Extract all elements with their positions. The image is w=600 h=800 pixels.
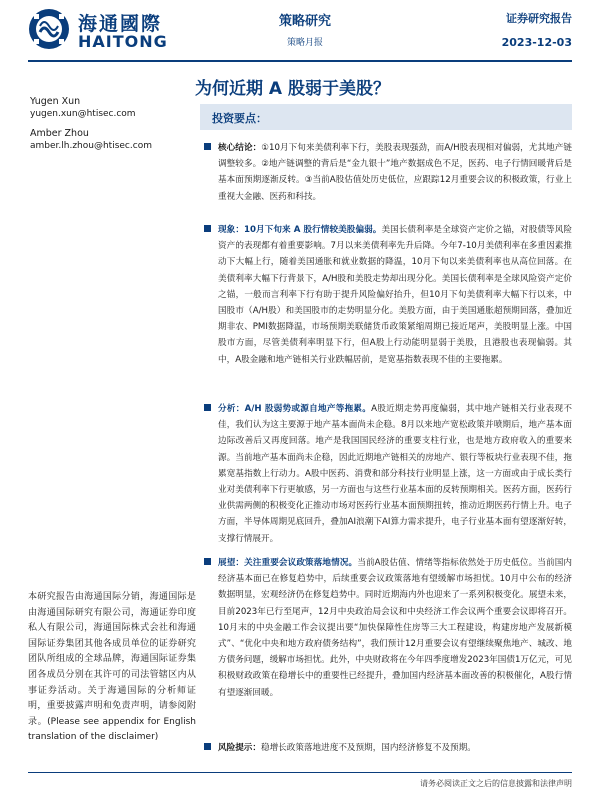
key-point-text: A股近期走势再度偏弱，其中地产链相关行业表现不佳，我们认为这主要源于地产基本面尚未企稳。8月以来地产宽松政策并喷期后，地产基本面边际改善后又再度回落。地产是我国国民经济的重要支柱行业，也是地方政府收入的重要来源。当前地产基本面尚未企稳，因此近期地产链相关的房地产、银行等板块行业表现不佳，拖累宽基指数上行动力。A股中医药、消费和部分科技行业明显上涨，这一方面或由于成长类行业对美债利率下行更敏感，另一方面也与这些行业基本面的反转预期相关。医药方面，医药行业供需两侧的积极变化正推动市场对医药行业基本面预期扭转，推动近期医药行情上升。电子方面，半导体周期见底回升，叠加AI浪潮下AI算力需求提升，电子行业基本面有望逐渐好转，支撑行情展开。 — [218, 404, 572, 544]
disclaimer-text: 本研究报告由海通国际分销，海通国际是由海通国际研究有限公司，海通证券印度私人有限公司，海通国际株式会社和海通国际证券集团其他各成员单位的证券研究团队所组成的全球品牌，海通国际证券集团各成员分别在其许可的司法管辖区内从事证券活动。关于海通国际的分析师证明，重要披露声明和免责声明，请参阅附录。(Please see appendix for English translation of the disclaimer) — [28, 592, 196, 743]
key-point-paragraph — [218, 222, 572, 368]
key-point-text: 当前A股估值、情绪等指标依然处于历史低位。当前国内经济基本面已在修复趋势中，后续重要会议政策落地有望缓解市场担忧。10月中公布的经济数据明显，宏观经济仍在修复趋势中。同时近期海内外也迎来了一系列积极变化。展望未来，目前2023年已行至尾声，12月中央政治局会议和中央经济工作会议两个重要会议即将召开。10月末的中央金融工作会议提出要“加快保障性住房等三大工程建设，构建房地产发展新模式”、“优化中央和地方政府债务结构”，我们预计12月重要会议有望继续聚焦地产、城改、地方债务问题，缓解市场担忧。此外，中央财政将在今年四季度增发2023年国债1万亿元，可见积极财政政策在稳增长中的重要性已经提升，叠加国内经济基本面改善的积极催化，A股行情有望逐渐回暖。 — [218, 558, 572, 698]
haitong-logo-mark-icon — [28, 8, 70, 50]
key-point-text: 稳增长政策落地进度不及预期，国内经济修复不及预期。 — [260, 743, 476, 753]
report-type: 证券研究报告 — [506, 12, 572, 25]
report-date: 2023-12-03 — [501, 36, 572, 49]
footer-divider — [28, 772, 572, 773]
bullet-square-icon — [204, 143, 211, 150]
logo-english-text: HAITONG — [78, 32, 168, 51]
bullet-square-icon — [204, 225, 211, 232]
key-points-heading: 投资要点： — [212, 112, 267, 125]
author-email[interactable]: yugen.xun@htisec.com — [30, 109, 136, 119]
key-point-paragraph — [218, 140, 572, 205]
key-point-item — [200, 401, 572, 547]
key-point-lead: 风险提示： — [218, 743, 261, 753]
author-block — [30, 96, 136, 119]
bullet-square-icon — [204, 743, 211, 750]
bullet-square-icon — [204, 404, 211, 411]
footer-note: 请务必阅读正文之后的信息披露和法律声明 — [420, 779, 572, 788]
key-point-paragraph — [218, 740, 572, 756]
key-point-lead: 现象：10月下旬来 A 股行情较美股偏弱。 — [218, 225, 382, 235]
key-point-text: 美国长债利率是全球资产定价之锚，对股债等风险资产的表现都有着重要影响。7月以来美债利率先升后降。今年7-10月美债利率在多重因素推动下大幅上行，随着美国通胀和就业数据的降温，10月下旬以来美债利率也从高位回落。在美债利率大幅下行背景下，A/H股和美股走势却出现分化。美国长债利率是全球风险资产定价之锚，一般而言利率下行有助于提升风险偏好抬升，但10月下旬美债利率大幅下行以来，中国股市（A/H股）和美国股市的走势明显分化。美股方面，由于美国通胀超预期回落，叠加近期非农、PMI数据降温，市场预期美联储货币政策紧缩周期已接近尾声，美股明显上涨。中国股市方面，尽管美债利率明显下行，但A股上行动能明显弱于美股，且港股也表现偏弱。其中，A股金融和地产链相关行业跌幅居前，是宽基指数表现不佳的主要拖累。 — [218, 225, 572, 365]
page-header — [0, 0, 600, 56]
key-point-item — [200, 740, 572, 756]
author-email[interactable]: amber.lh.zhou@htisec.com — [30, 141, 152, 151]
header-divider — [28, 60, 572, 62]
key-point-item — [200, 140, 572, 205]
bullet-square-icon — [204, 558, 211, 565]
key-point-lead: 核心结论： — [218, 143, 262, 153]
key-point-paragraph — [218, 401, 572, 547]
author-block — [30, 128, 152, 151]
key-point-text: ①10月下旬来美债利率下行，美股表现强劲，而A/H股表现相对偏弱，尤其地产链调整较多。②地产链调整的背后是“金九银十”地产数据成色不足，医药、电子行情回暖背后是基本面预期逐渐反转。③当前A股估值处历史低位，应跟踪12月重要会议的积极政策，行业上重视大金融、医药和科技。 — [218, 143, 572, 202]
key-point-item — [200, 555, 572, 701]
author-name: Amber Zhou — [30, 128, 89, 139]
key-point-lead: 分析：A/H 股弱势或源自地产等拖累。 — [218, 404, 372, 414]
haitong-logo — [28, 8, 198, 52]
author-name: Yugen Xun — [30, 96, 81, 107]
report-series-title: 策略研究 — [278, 14, 331, 29]
key-point-paragraph — [218, 555, 572, 701]
logo-chinese-text: 海通國際 — [78, 13, 163, 35]
page-title: 为何近期 A 股弱于美股？ — [195, 79, 390, 99]
key-point-lead: 展望：关注重要会议政策落地情况。 — [218, 558, 358, 568]
report-series — [250, 10, 360, 48]
report-series-sub: 策略月报 — [286, 38, 323, 48]
report-meta — [502, 10, 572, 49]
key-point-item — [200, 222, 572, 368]
key-points-heading-bar — [200, 104, 572, 130]
